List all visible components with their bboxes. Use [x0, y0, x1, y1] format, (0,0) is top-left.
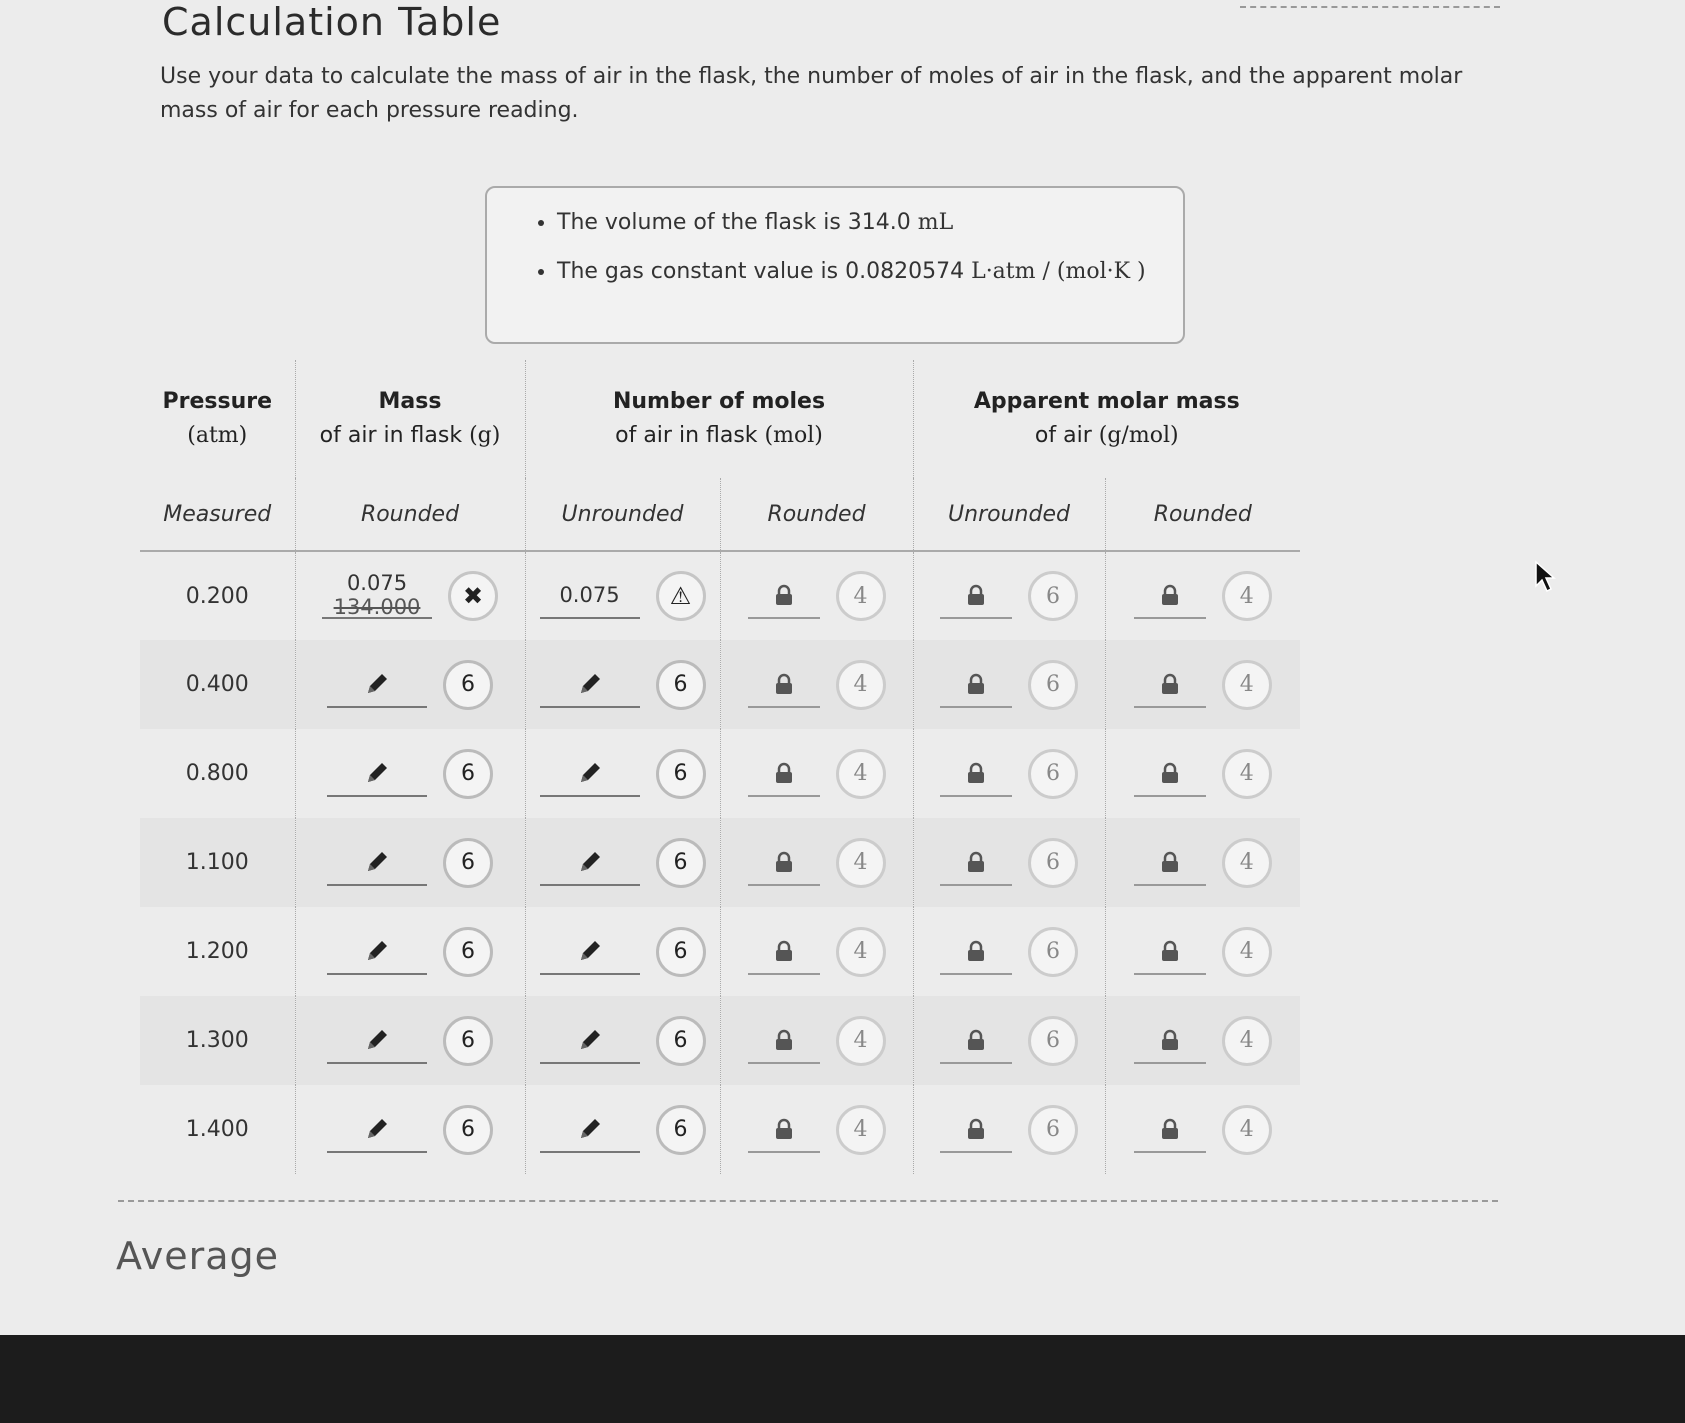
sig-fig-badge[interactable]: 4: [836, 749, 886, 799]
sig-fig-badge[interactable]: 6: [1028, 927, 1078, 977]
moles-input[interactable]: [540, 1107, 640, 1153]
table-row: [140, 818, 1300, 907]
lock-icon: [1160, 762, 1180, 784]
molar-rounded-input: [1134, 573, 1206, 619]
molar-rounded-input: [1134, 929, 1206, 975]
sig-fig-badge[interactable]: 4: [1222, 838, 1272, 888]
info-volume: [557, 210, 1183, 235]
pencil-icon: [577, 938, 603, 964]
moles-rounded-input: [748, 840, 820, 886]
lock-icon: [774, 851, 794, 873]
moles-rounded-cell: [720, 1085, 913, 1174]
pencil-icon: [577, 760, 603, 786]
pencil-icon: [577, 1027, 603, 1053]
mass-cell: [295, 640, 525, 729]
lock-icon: [966, 584, 986, 606]
sig-fig-badge[interactable]: 4: [836, 571, 886, 621]
molar-rounded-input: [1134, 1018, 1206, 1064]
info-list: [487, 188, 1183, 284]
gas-constant-unit: L·atm / (mol·K ): [971, 259, 1146, 284]
pencil-icon: [364, 938, 390, 964]
x-icon[interactable]: ✖: [448, 571, 498, 621]
molar-rounded-cell: [1105, 640, 1300, 729]
lock-icon: [966, 851, 986, 873]
sig-fig-badge[interactable]: 4: [836, 1016, 886, 1066]
pressure-cell: 1.400: [140, 1085, 295, 1174]
molar-unrounded-input: [940, 1018, 1012, 1064]
bottom-divider: [118, 1200, 1498, 1202]
calculation-table: [140, 360, 1300, 1174]
subheader-mass-rounded: Rounded: [295, 478, 525, 551]
mass-cell: [295, 551, 525, 640]
sig-fig-badge[interactable]: 6: [443, 749, 493, 799]
header-molar-mass: Apparent molar mass of air (g/mol): [973, 389, 1240, 448]
sig-fig-badge[interactable]: 4: [836, 838, 886, 888]
lock-icon: [966, 940, 986, 962]
mass-input[interactable]: [327, 751, 427, 797]
moles-unrounded-cell: [525, 640, 720, 729]
molar-unrounded-cell: [913, 996, 1105, 1085]
sig-fig-badge[interactable]: 6: [443, 660, 493, 710]
calculation-table-wrap: [140, 360, 1300, 1170]
sig-fig-badge[interactable]: 4: [1222, 660, 1272, 710]
moles-rounded-input: [748, 1018, 820, 1064]
pressure-cell: 0.400: [140, 640, 295, 729]
pencil-icon: [364, 849, 390, 875]
lock-icon: [1160, 940, 1180, 962]
molar-unrounded-input: [940, 751, 1012, 797]
subheader-measured: Measured: [140, 478, 295, 551]
gas-constant-text: The gas constant value is 0.0820574: [557, 259, 965, 284]
lock-icon: [1160, 584, 1180, 606]
subheader-molar-unrounded: Unrounded: [913, 478, 1105, 551]
moles-unrounded-cell: [525, 818, 720, 907]
table-row: [140, 996, 1300, 1085]
table-row: [140, 551, 1300, 640]
lock-icon: [774, 584, 794, 606]
mass-cell: [295, 818, 525, 907]
volume-text: The volume of the flask is 314.0: [557, 210, 911, 235]
moles-unrounded-cell: [525, 1085, 720, 1174]
sig-fig-badge[interactable]: 6: [1028, 660, 1078, 710]
header-mass: Mass of air in flask (g): [295, 360, 525, 478]
moles-unrounded-cell: [525, 907, 720, 996]
sig-fig-badge[interactable]: 4: [1222, 1016, 1272, 1066]
molar-unrounded-cell: [913, 551, 1105, 640]
mass-input[interactable]: [327, 1107, 427, 1153]
mass-cell: [295, 907, 525, 996]
pencil-icon: [364, 671, 390, 697]
sig-fig-badge[interactable]: 6: [656, 1105, 706, 1155]
pencil-icon: [364, 1116, 390, 1142]
moles-rounded-input: [748, 929, 820, 975]
molar-rounded-cell: [1105, 551, 1300, 640]
instructions: Use your data to calculate the mass of air in the flask, the number of moles of air in the flask, and the apparent molar mass of air for each pressure reading.: [160, 64, 1463, 123]
moles-unrounded-cell: [525, 996, 720, 1085]
mass-input[interactable]: [327, 840, 427, 886]
info-gas-constant: [557, 259, 1183, 284]
moles-rounded-cell: [720, 640, 913, 729]
subheader-moles-unrounded: Unrounded: [525, 478, 720, 551]
molar-unrounded-input: [940, 573, 1012, 619]
page-title: Calculation Table: [162, 0, 502, 44]
sig-fig-badge[interactable]: 6: [443, 838, 493, 888]
moles-unrounded-cell: [525, 551, 720, 640]
lock-icon: [774, 1118, 794, 1140]
moles-rounded-cell: [720, 729, 913, 818]
molar-unrounded-cell: [913, 1085, 1105, 1174]
pencil-icon: [364, 760, 390, 786]
lock-icon: [1160, 851, 1180, 873]
moles-input[interactable]: [540, 1018, 640, 1064]
mass-input[interactable]: [327, 662, 427, 708]
sig-fig-badge[interactable]: 6: [1028, 1105, 1078, 1155]
lock-icon: [1160, 1029, 1180, 1051]
lock-icon: [1160, 673, 1180, 695]
sig-fig-badge[interactable]: 6: [656, 660, 706, 710]
moles-unrounded-cell: [525, 729, 720, 818]
molar-unrounded-input: [940, 840, 1012, 886]
header-moles: Number of moles of air in flask (mol): [525, 360, 913, 478]
moles-rounded-input: [748, 573, 820, 619]
molar-rounded-cell: [1105, 729, 1300, 818]
moles-rounded-cell: [720, 996, 913, 1085]
lock-icon: [966, 673, 986, 695]
lock-icon: [966, 762, 986, 784]
mass-input[interactable]: [322, 573, 432, 619]
sig-fig-badge[interactable]: 4: [836, 660, 886, 710]
molar-unrounded-input: [940, 662, 1012, 708]
volume-unit: mL: [917, 210, 954, 235]
mass-input[interactable]: [327, 929, 427, 975]
subheader-molar-rounded: Rounded: [1105, 478, 1300, 551]
average-label: Average: [116, 1234, 280, 1278]
lock-icon: [774, 762, 794, 784]
subheader-moles-rounded: Rounded: [720, 478, 913, 551]
pencil-icon: [577, 849, 603, 875]
warning-icon[interactable]: ⚠: [656, 571, 706, 621]
molar-unrounded-input: [940, 1107, 1012, 1153]
molar-rounded-cell: [1105, 996, 1300, 1085]
table-row: [140, 640, 1300, 729]
sig-fig-badge[interactable]: 6: [656, 749, 706, 799]
table-row: [140, 907, 1300, 996]
sig-fig-badge[interactable]: 6: [443, 927, 493, 977]
moles-rounded-cell: [720, 551, 913, 640]
sig-fig-badge[interactable]: 6: [656, 1016, 706, 1066]
header-pressure: Pressure (atm): [140, 360, 295, 478]
pressure-cell: 1.100: [140, 818, 295, 907]
molar-unrounded-cell: [913, 729, 1105, 818]
pencil-icon: [577, 1116, 603, 1142]
lock-icon: [774, 673, 794, 695]
sig-fig-badge[interactable]: 6: [656, 927, 706, 977]
pressure-cell: 1.300: [140, 996, 295, 1085]
molar-unrounded-cell: [913, 640, 1105, 729]
table-row: [140, 729, 1300, 818]
molar-unrounded-cell: [913, 818, 1105, 907]
molar-rounded-input: [1134, 751, 1206, 797]
moles-rounded-input: [748, 1107, 820, 1153]
moles-input[interactable]: [540, 573, 640, 619]
molar-rounded-cell: [1105, 907, 1300, 996]
sig-fig-badge[interactable]: 6: [1028, 1016, 1078, 1066]
pressure-cell: 0.200: [140, 551, 295, 640]
molar-rounded-input: [1134, 1107, 1206, 1153]
top-divider: [1240, 6, 1500, 8]
moles-input[interactable]: [540, 929, 640, 975]
mass-input[interactable]: [327, 1018, 427, 1064]
molar-rounded-cell: [1105, 818, 1300, 907]
moles-rounded-cell: [720, 907, 913, 996]
mass-cell: [295, 996, 525, 1085]
pencil-icon: [577, 671, 603, 697]
sig-fig-badge[interactable]: 6: [1028, 571, 1078, 621]
moles-rounded-input: [748, 751, 820, 797]
mass-cell: [295, 1085, 525, 1174]
lock-icon: [966, 1029, 986, 1051]
mass-cell: [295, 729, 525, 818]
moles-rounded-cell: [720, 818, 913, 907]
moles-input[interactable]: [540, 662, 640, 708]
mass-value: 0.075: [346, 571, 408, 595]
sig-fig-badge[interactable]: 6: [1028, 749, 1078, 799]
moles-input[interactable]: [540, 840, 640, 886]
sig-fig-badge[interactable]: 4: [1222, 927, 1272, 977]
sig-fig-badge[interactable]: 4: [1222, 1105, 1272, 1155]
sig-fig-badge[interactable]: 6: [1028, 838, 1078, 888]
sig-fig-badge[interactable]: 6: [656, 838, 706, 888]
molar-rounded-input: [1134, 662, 1206, 708]
sig-fig-badge[interactable]: 4: [836, 1105, 886, 1155]
sig-fig-badge[interactable]: 4: [1222, 571, 1272, 621]
molar-rounded-input: [1134, 840, 1206, 886]
table-row: [140, 1085, 1300, 1174]
info-box: [485, 186, 1185, 344]
lock-icon: [966, 1118, 986, 1140]
moles-input[interactable]: [540, 751, 640, 797]
lock-icon: [774, 940, 794, 962]
lock-icon: [1160, 1118, 1180, 1140]
mass-previous-value: 134.000: [333, 595, 421, 619]
sig-fig-badge[interactable]: 6: [443, 1105, 493, 1155]
pressure-cell: 1.200: [140, 907, 295, 996]
moles-rounded-input: [748, 662, 820, 708]
molar-unrounded-cell: [913, 907, 1105, 996]
sig-fig-badge[interactable]: 6: [443, 1016, 493, 1066]
sig-fig-badge[interactable]: 4: [1222, 749, 1272, 799]
molar-rounded-cell: [1105, 1085, 1300, 1174]
pressure-cell: 0.800: [140, 729, 295, 818]
sig-fig-badge[interactable]: 4: [836, 927, 886, 977]
cursor-icon: [1534, 560, 1558, 594]
pencil-icon: [364, 1027, 390, 1053]
lock-icon: [774, 1029, 794, 1051]
molar-unrounded-input: [940, 929, 1012, 975]
moles-value: 0.075: [559, 583, 620, 607]
